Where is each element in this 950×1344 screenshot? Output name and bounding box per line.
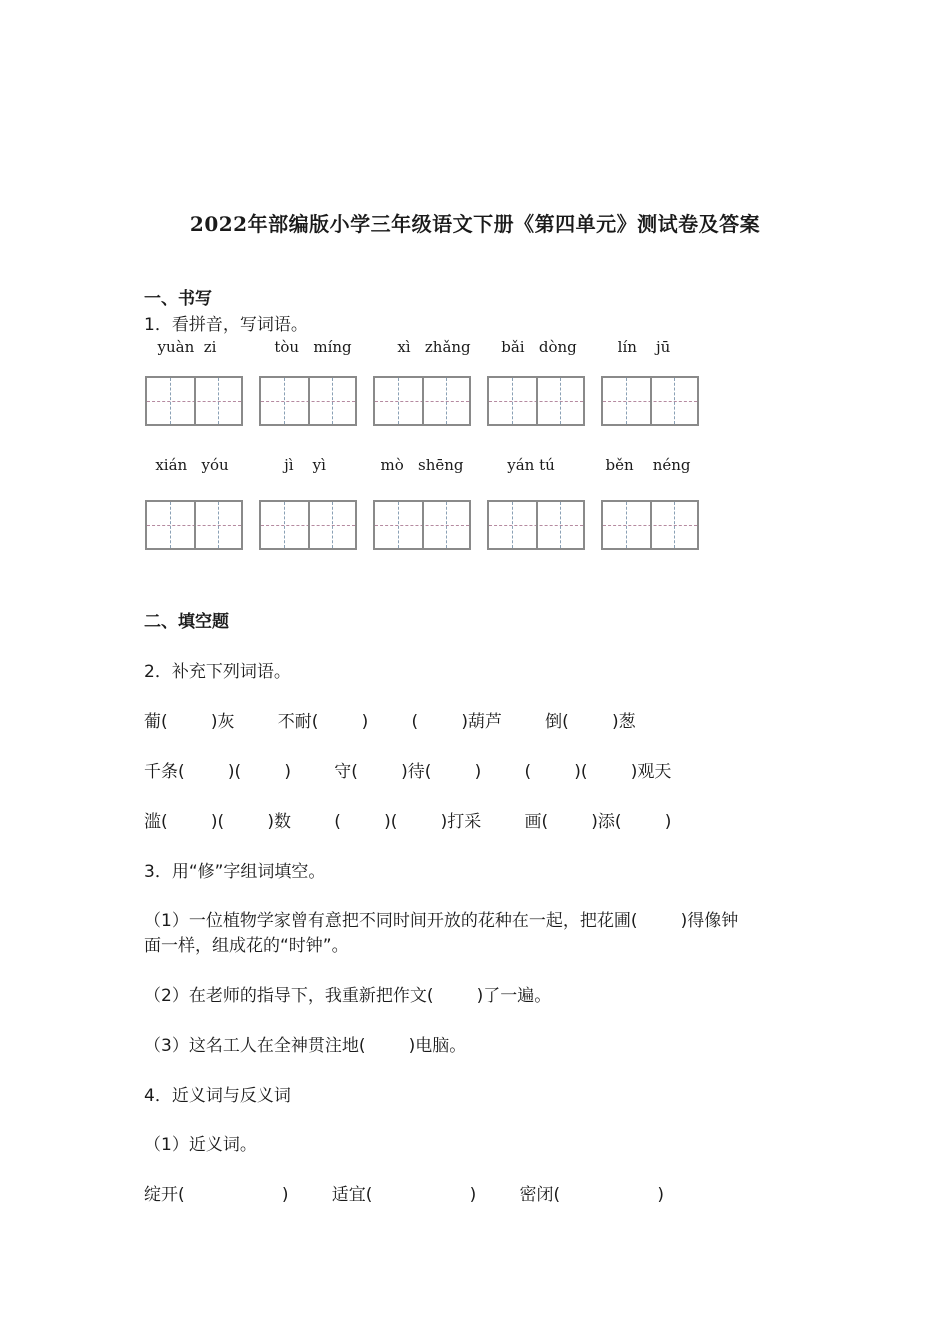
question-3-item-1: （1）一位植物学家曾有意把不同时间开放的花种在一起，把花圃( )得像钟 — [144, 911, 739, 931]
question-3-item-3: （3）这名工人在全神贯注地( )电脑。 — [144, 1036, 467, 1056]
pinyin-label: mò shēng — [380, 456, 464, 474]
writing-grid-box[interactable] — [601, 376, 699, 426]
idiom-fill-line: 葡( )灰 不耐( ) ( )葫芦 倒( )葱 — [144, 712, 636, 732]
pinyin-label: lín jū — [617, 338, 671, 356]
writing-grid-box[interactable] — [373, 376, 471, 426]
writing-grid-box[interactable] — [487, 376, 585, 426]
writing-grid-box[interactable] — [601, 500, 699, 550]
synonym-fill-line: 绽开( ) 适宜( ) 密闭( ) — [144, 1185, 665, 1205]
writing-grid-box[interactable] — [487, 500, 585, 550]
page-title: 2022年部编版小学三年级语文下册《第四单元》测试卷及答案 — [189, 212, 761, 236]
pinyin-label: bǎi dòng — [501, 338, 577, 356]
question-4-prompt: 4．近义词与反义词 — [144, 1086, 291, 1106]
pinyin-label: jì yì — [284, 456, 326, 474]
writing-grid-box[interactable] — [259, 376, 357, 426]
section-heading-writing: 一、书写 — [144, 289, 212, 309]
idiom-fill-line: 滥( )( )数 ( )( )打采 画( )添( ) — [144, 812, 672, 832]
idiom-fill-line: 千条( )( ) 守( )待( ) ( )( )观天 — [144, 762, 672, 782]
question-3-prompt: 3．用“修”字组词填空。 — [144, 862, 326, 882]
writing-grid-box[interactable] — [145, 376, 243, 426]
pinyin-label: xián yóu — [155, 456, 229, 474]
question-3-item-2: （2）在老师的指导下，我重新把作文( )了一遍。 — [144, 986, 552, 1006]
writing-grid-box[interactable] — [373, 500, 471, 550]
writing-grid-box[interactable] — [145, 500, 243, 550]
section-heading-fill-blank: 二、填空题 — [144, 612, 229, 632]
question-1-prompt: 1．看拼音，写词语。 — [144, 315, 308, 335]
question-4-sub-synonyms: （1）近义词。 — [144, 1135, 257, 1155]
question-3-item-1-continued: 面一样，组成花的“时钟”。 — [144, 936, 349, 956]
pinyin-label: yuàn zi — [157, 338, 217, 356]
writing-grid-box[interactable] — [259, 500, 357, 550]
pinyin-label: yán tú — [507, 456, 555, 474]
pinyin-label: tòu míng — [274, 338, 352, 356]
question-2-prompt: 2．补充下列词语。 — [144, 662, 291, 682]
pinyin-label: běn néng — [605, 456, 691, 474]
pinyin-label: xì zhǎng — [397, 338, 471, 356]
